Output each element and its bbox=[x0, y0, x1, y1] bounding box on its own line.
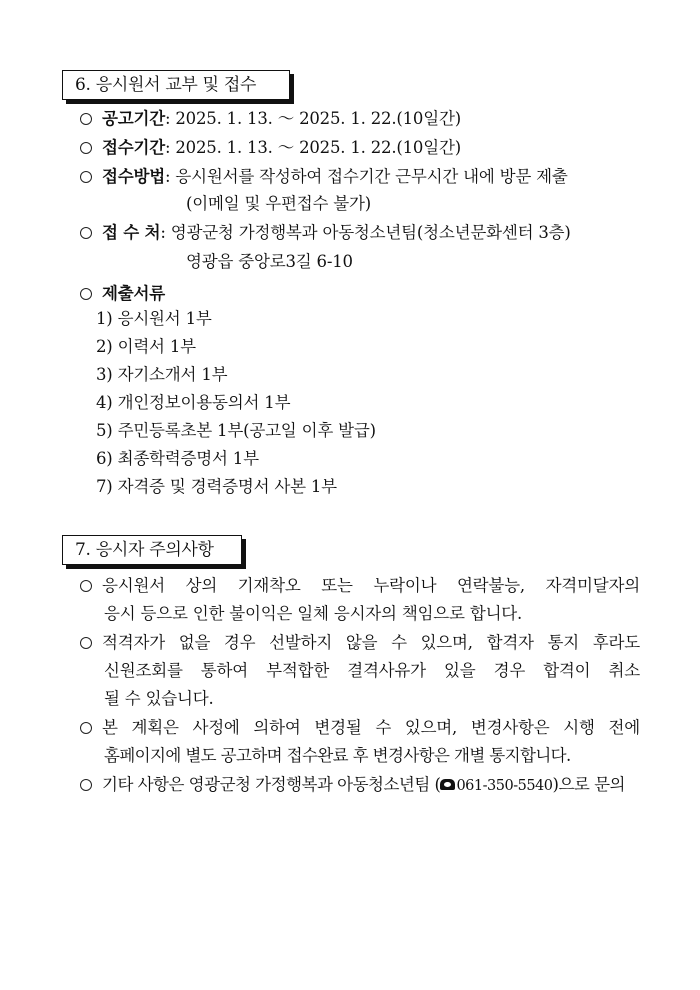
heading-shadow bbox=[290, 74, 294, 104]
document-item: 7) 자격증 및 경력증명서 사본 1부 bbox=[96, 477, 337, 496]
circle-bullet-icon bbox=[80, 171, 92, 183]
circle-bullet-icon bbox=[80, 113, 92, 125]
list-item: 공고기간: 2025. 1. 13. ～ 2025. 1. 22.(10일간) bbox=[80, 108, 461, 130]
heading-shadow bbox=[242, 539, 246, 569]
circle-bullet-icon bbox=[80, 637, 92, 649]
document-item: 3) 자기소개서 1부 bbox=[96, 365, 228, 384]
note-item: 적격자가 없을 경우 선발하지 않을 수 있으며, 합격자 통지 후라도 bbox=[80, 632, 640, 654]
telephone-icon bbox=[440, 779, 455, 790]
document-item: 6) 최종학력증명서 1부 bbox=[96, 449, 259, 468]
circle-bullet-icon bbox=[80, 227, 92, 239]
list-item: 접수기간: 2025. 1. 13. ～ 2025. 1. 22.(10일간) bbox=[80, 137, 461, 159]
list-item: 제출서류 bbox=[80, 283, 165, 305]
circle-bullet-icon bbox=[80, 288, 92, 300]
note-item: 응시원서 상의 기재착오 또는 누락이나 연락불능, 자격미달자의 bbox=[80, 575, 640, 597]
document-item: 1) 응시원서 1부 bbox=[96, 309, 212, 328]
list-item: 접 수 처: 영광군청 가정행복과 아동청소년팀(청소년문화센터 3층) bbox=[80, 222, 571, 244]
list-item: 접수방법: 응시원서를 작성하여 접수기간 근무시간 내에 방문 제출 bbox=[80, 166, 568, 188]
document-item: 4) 개인정보이용동의서 1부 bbox=[96, 393, 291, 412]
list-item-continuation: 영광읍 중앙로3길 6-10 bbox=[186, 252, 353, 271]
note-continuation: 신원조회를 통하여 부적합한 결격사유가 있을 경우 합격이 취소 bbox=[104, 661, 640, 680]
circle-bullet-icon bbox=[80, 580, 92, 592]
section-7-title: 7. 응시자 주의사항 bbox=[62, 535, 242, 565]
note-continuation: 될 수 있습니다. bbox=[104, 689, 214, 708]
document-item: 2) 이력서 1부 bbox=[96, 337, 196, 356]
circle-bullet-icon bbox=[80, 142, 92, 154]
note-item: 본 계획은 사정에 의하여 변경될 수 있으며, 변경사항은 시행 전에 bbox=[80, 717, 640, 739]
heading-shadow bbox=[66, 565, 246, 569]
note-item: 기타 사항은 영광군청 가정행복과 아동청소년팀 ( 061-350-5540)으로 문의 bbox=[80, 774, 625, 797]
section-6-title: 6. 응시원서 교부 및 접수 bbox=[62, 70, 290, 100]
document-item: 5) 주민등록초본 1부(공고일 이후 발급) bbox=[96, 421, 376, 440]
note-continuation: 응시 등으로 인한 불이익은 일체 응시자의 책임으로 합니다. bbox=[104, 604, 523, 623]
note-continuation: 홈페이지에 별도 공고하며 접수완료 후 변경사항은 개별 통지합니다. bbox=[104, 746, 571, 765]
heading-shadow bbox=[66, 100, 294, 104]
list-item-continuation: (이메일 및 우편접수 불가) bbox=[186, 194, 371, 213]
phone-number: 061-350-5540 bbox=[456, 778, 553, 794]
circle-bullet-icon bbox=[80, 722, 92, 734]
circle-bullet-icon bbox=[80, 779, 92, 791]
